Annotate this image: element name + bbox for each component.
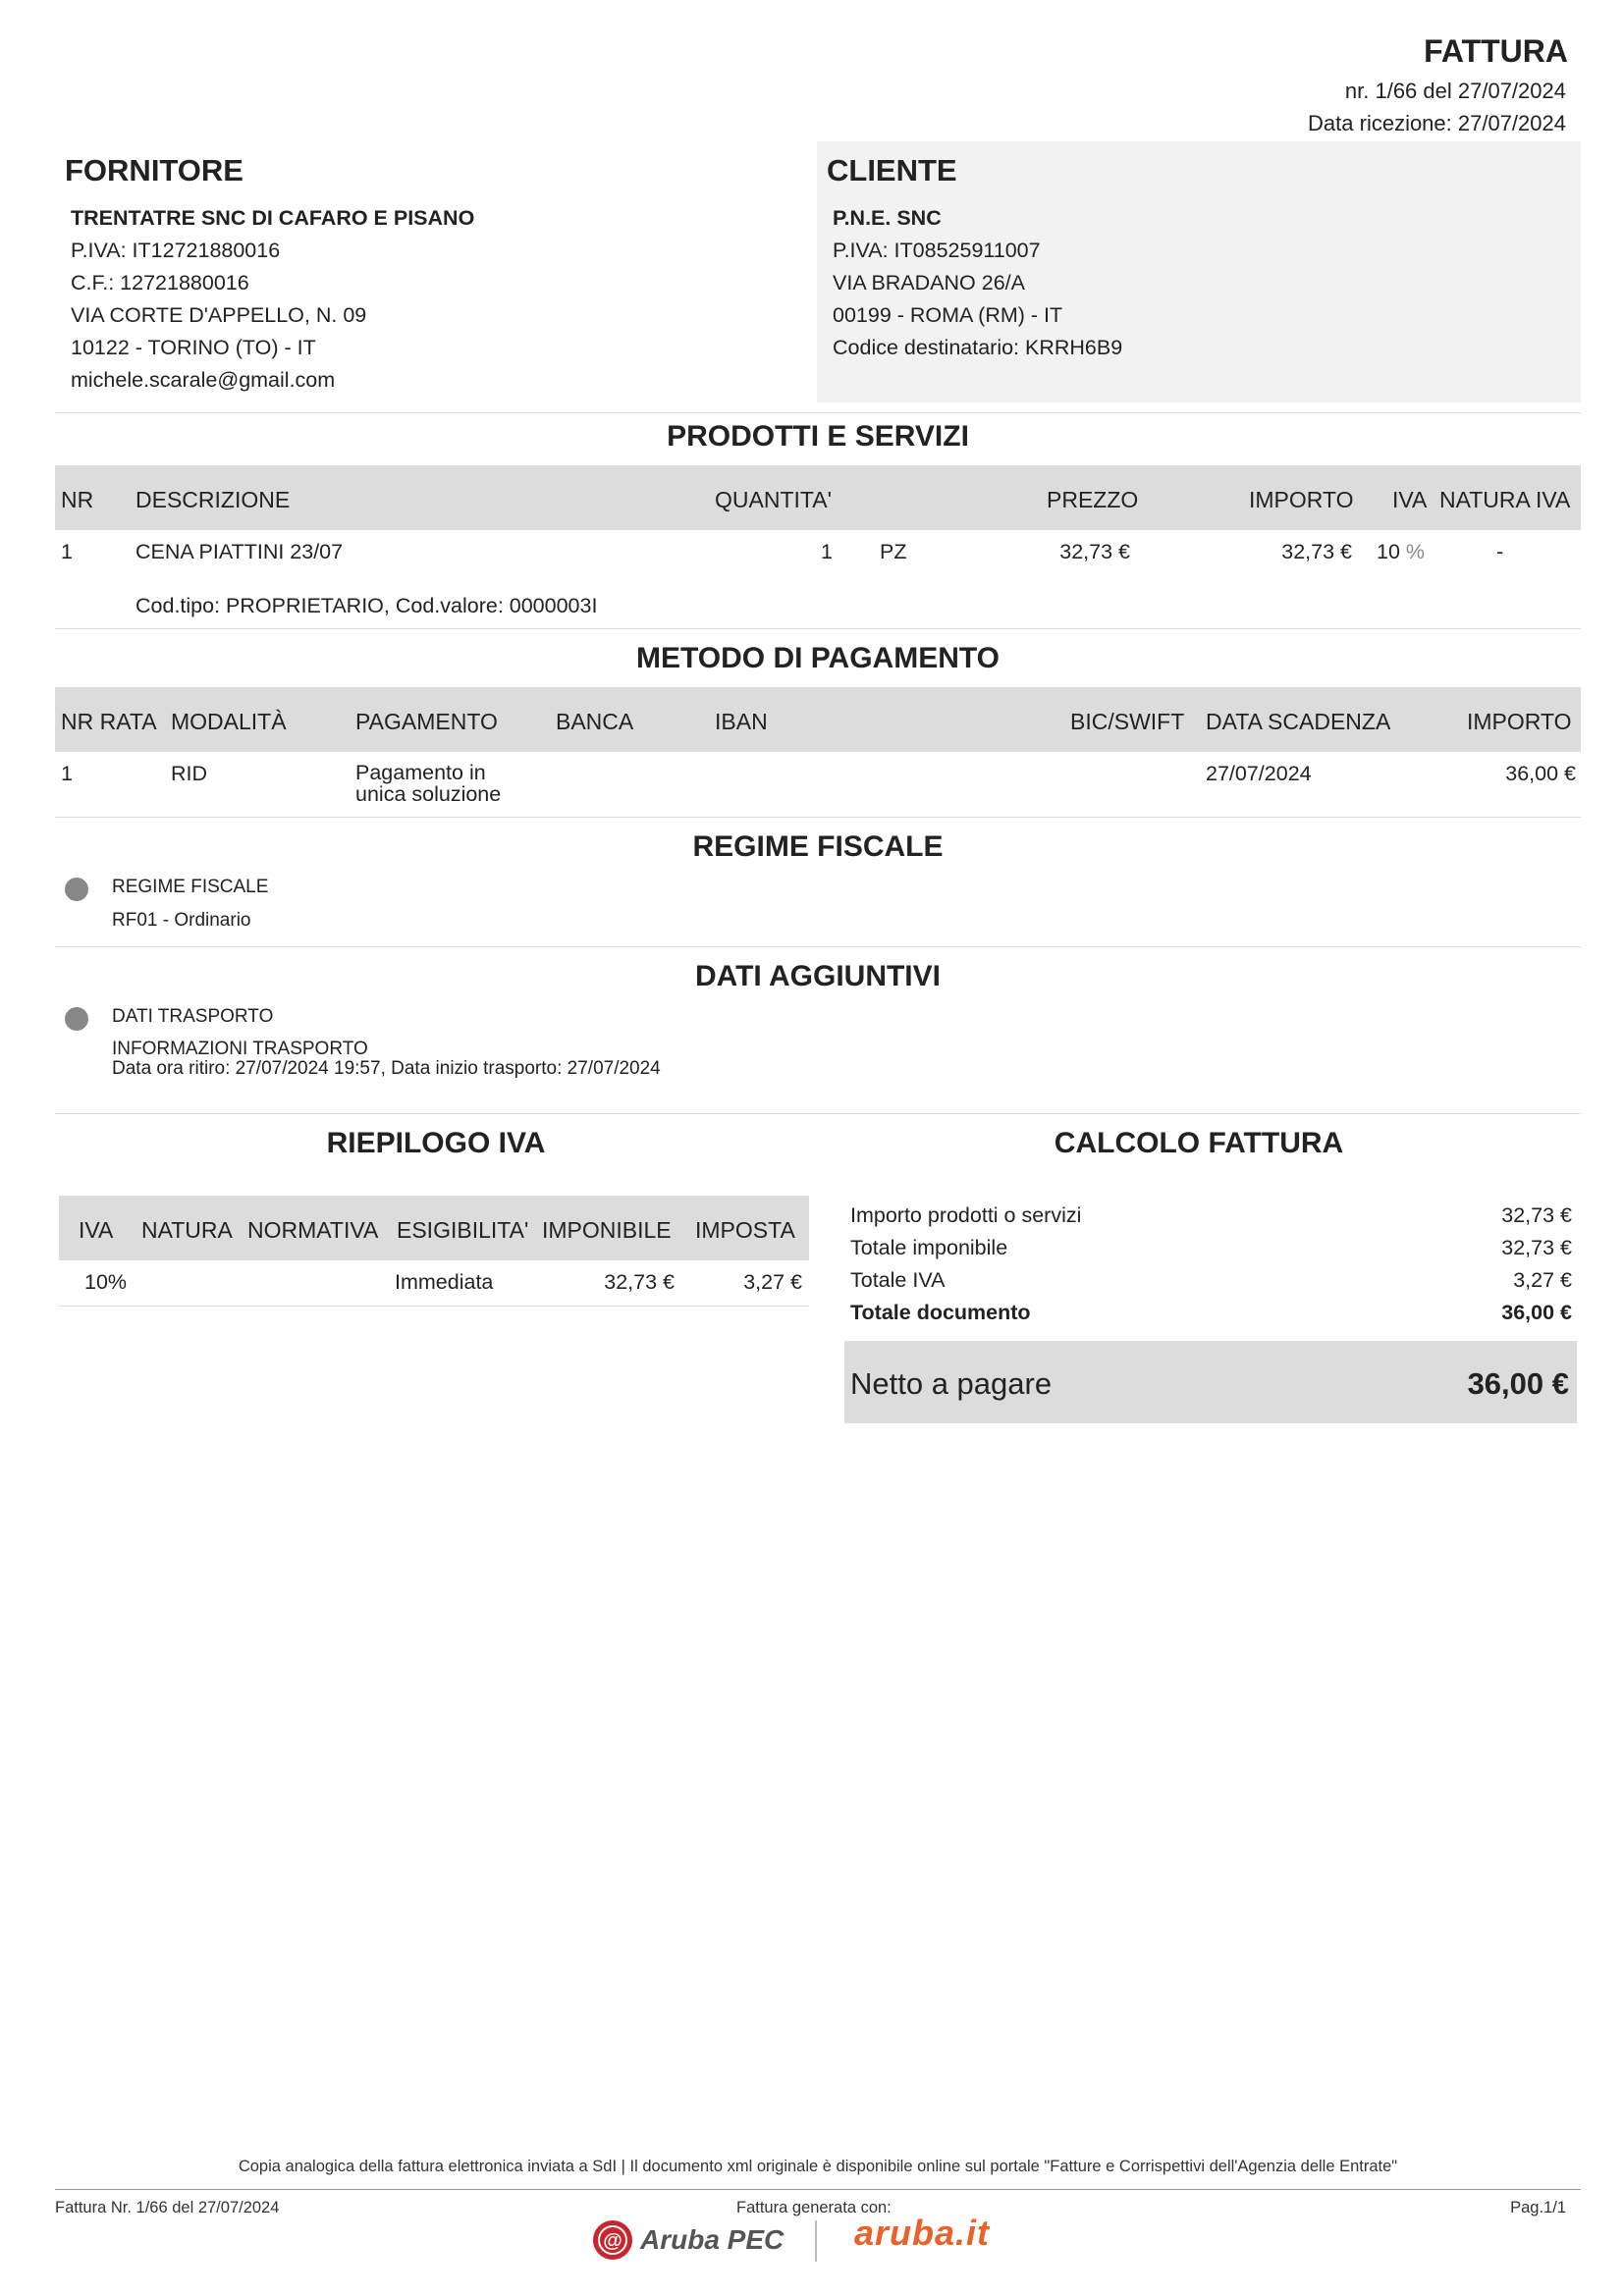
footer-page-number: Pag.1/1: [1510, 2199, 1566, 2216]
col-amount: IMPORTO: [1249, 487, 1354, 512]
aruba-pec-seal-icon: [591, 2218, 634, 2262]
col-installment: NR RATA: [61, 709, 157, 734]
regime-value: RF01 - Ordinario: [112, 910, 251, 931]
regime-section-title: REGIME FISCALE: [692, 830, 944, 863]
invoice-number: nr. 1/66 del 27/07/2024: [1344, 79, 1566, 103]
extra-label: DATI TRASPORTO: [112, 1006, 274, 1027]
row-due-date: 27/07/2024: [1206, 762, 1312, 785]
row-installment: 1: [61, 762, 73, 785]
col-bank: BANCA: [556, 709, 634, 734]
aruba-it-logo: aruba.it: [854, 2213, 991, 2253]
net-to-pay-label: Netto a pagare: [850, 1366, 1053, 1401]
row-payment: [355, 762, 501, 805]
products-section-title: PRODOTTI E SERVIZI: [667, 420, 969, 453]
col-vat-rate: IVA: [79, 1217, 114, 1243]
row-vat-value: 10: [1377, 540, 1400, 563]
svg-text:@: @: [603, 2230, 622, 2252]
calc-taxable-label: Totale imponibile: [850, 1236, 1008, 1259]
bullet-icon: [65, 878, 88, 901]
vat-summary-title: RIEPILOGO IVA: [326, 1127, 546, 1159]
col-description: DESCRIZIONE: [135, 487, 291, 512]
client-address: VIA BRADANO 26/A: [833, 271, 1025, 294]
row-unit: PZ: [880, 540, 907, 563]
divider: [55, 628, 1581, 629]
divider: [55, 1113, 1581, 1114]
supplier-address: VIA CORTE D'APPELLO, N. 09: [71, 303, 367, 327]
col-due-date: DATA SCADENZA: [1206, 709, 1391, 734]
calc-vat-label: Totale IVA: [850, 1268, 946, 1292]
calc-total-value: 36,00 €: [1501, 1301, 1572, 1324]
col-vat-norm: NORMATIVA: [247, 1217, 379, 1243]
invoice-calc-title: CALCOLO FATTURA: [1054, 1127, 1344, 1159]
col-bic: BIC/SWIFT: [1070, 709, 1185, 734]
client-title: CLIENTE: [827, 153, 957, 187]
received-date: Data ricezione: 27/07/2024: [1308, 111, 1566, 135]
client-code: Codice destinatario: KRRH6B9: [833, 336, 1123, 359]
row-quantity: 1: [821, 540, 833, 563]
row-vat-percent: %: [1405, 540, 1426, 563]
col-payment: PAGAMENTO: [355, 709, 498, 734]
divider: [59, 1306, 809, 1307]
col-vat-taxable: IMPONIBILE: [542, 1217, 672, 1243]
row-price: 32,73 €: [1059, 540, 1130, 563]
calc-taxable-value: 32,73 €: [1501, 1236, 1572, 1259]
document-title: FATTURA: [1424, 33, 1568, 69]
row-description: CENA PIATTINI 23/07: [135, 540, 344, 563]
divider: [55, 946, 1581, 947]
row-extra-info: Cod.tipo: PROPRIETARIO, Cod.valore: 0000003I: [135, 594, 598, 617]
products-table-header: [55, 465, 1581, 530]
client-city: 00199 - ROMA (RM) - IT: [833, 303, 1063, 327]
payment-table-header: [55, 687, 1581, 752]
col-vat-exig: ESIGIBILITA': [397, 1217, 529, 1243]
row-amount: 32,73 €: [1281, 540, 1352, 563]
col-vat-tax: IMPOSTA: [695, 1217, 795, 1243]
calc-vat-value: 3,27 €: [1513, 1268, 1572, 1292]
row-mode: RID: [171, 762, 208, 785]
logo-divider: [815, 2220, 817, 2262]
col-nr: NR: [61, 487, 94, 512]
footer-note: Copia analogica della fattura elettronica inviata a SdI | Il documento xml originale è disponibile online sul portale "Fatture e Corrispettivi dell'Agenzia delle Entrate": [238, 2158, 1398, 2175]
vat-row-tax: 3,27 €: [743, 1270, 802, 1294]
col-mode: MODALITÀ: [171, 709, 287, 734]
col-vat-nature: NATURA IVA: [1439, 487, 1571, 512]
net-to-pay-box: [844, 1341, 1577, 1423]
col-price: PREZZO: [1047, 487, 1139, 512]
col-payment-amount: IMPORTO: [1467, 709, 1572, 734]
calc-total-label: Totale documento: [850, 1301, 1031, 1324]
vat-row-exig: Immediata: [395, 1270, 494, 1294]
extra-section-title: DATI AGGIUNTIVI: [695, 960, 941, 992]
extra-value: Data ora ritiro: 27/07/2024 19:57, Data inizio trasporto: 27/07/2024: [112, 1058, 661, 1079]
footer-invoice-ref: Fattura Nr. 1/66 del 27/07/2024: [55, 2199, 280, 2216]
supplier-city: 10122 - TORINO (TO) - IT: [71, 336, 316, 359]
footer-divider: [55, 2189, 1581, 2190]
client-name: P.N.E. SNC: [833, 206, 942, 230]
footer-generated-with: Fattura generata con:: [736, 2199, 892, 2216]
row-vat: [1377, 540, 1425, 564]
calc-products-value: 32,73 €: [1501, 1203, 1572, 1227]
supplier-email: michele.scarale@gmail.com: [71, 368, 336, 392]
row-vat-nature: -: [1496, 540, 1504, 563]
supplier-piva: P.IVA: IT12721880016: [71, 239, 281, 262]
col-iban: IBAN: [715, 709, 768, 734]
row-nr: 1: [61, 540, 73, 563]
col-quantity: QUANTITA': [715, 487, 832, 512]
client-block: [817, 141, 1581, 402]
vat-row-rate: 10%: [84, 1270, 128, 1294]
calc-products-label: Importo prodotti o servizi: [850, 1203, 1082, 1227]
extra-sub-label: INFORMAZIONI TRASPORTO: [112, 1039, 368, 1059]
bullet-icon: [65, 1007, 88, 1031]
row-payment-line1: Pagamento in: [355, 761, 486, 784]
supplier-cf: C.F.: 12721880016: [71, 271, 249, 294]
divider: [55, 817, 1581, 818]
aruba-pec-logo-text: Aruba PEC: [640, 2224, 784, 2255]
col-vat-nature: NATURA: [141, 1217, 233, 1243]
vat-summary-header: [59, 1196, 809, 1260]
col-vat: IVA: [1392, 487, 1428, 512]
supplier-block: [65, 153, 791, 397]
divider: [55, 412, 1581, 413]
row-payment-line2: unica soluzione: [355, 782, 502, 806]
row-payment-amount: 36,00 €: [1505, 762, 1576, 785]
regime-label: REGIME FISCALE: [112, 877, 269, 897]
supplier-title: FORNITORE: [65, 153, 243, 187]
payment-section-title: METODO DI PAGAMENTO: [635, 642, 1001, 674]
vat-row-taxable: 32,73 €: [604, 1270, 675, 1294]
supplier-name: TRENTATRE SNC DI CAFARO E PISANO: [71, 206, 475, 230]
net-to-pay-value: 36,00 €: [1467, 1366, 1569, 1401]
client-piva: P.IVA: IT08525911007: [833, 239, 1041, 262]
